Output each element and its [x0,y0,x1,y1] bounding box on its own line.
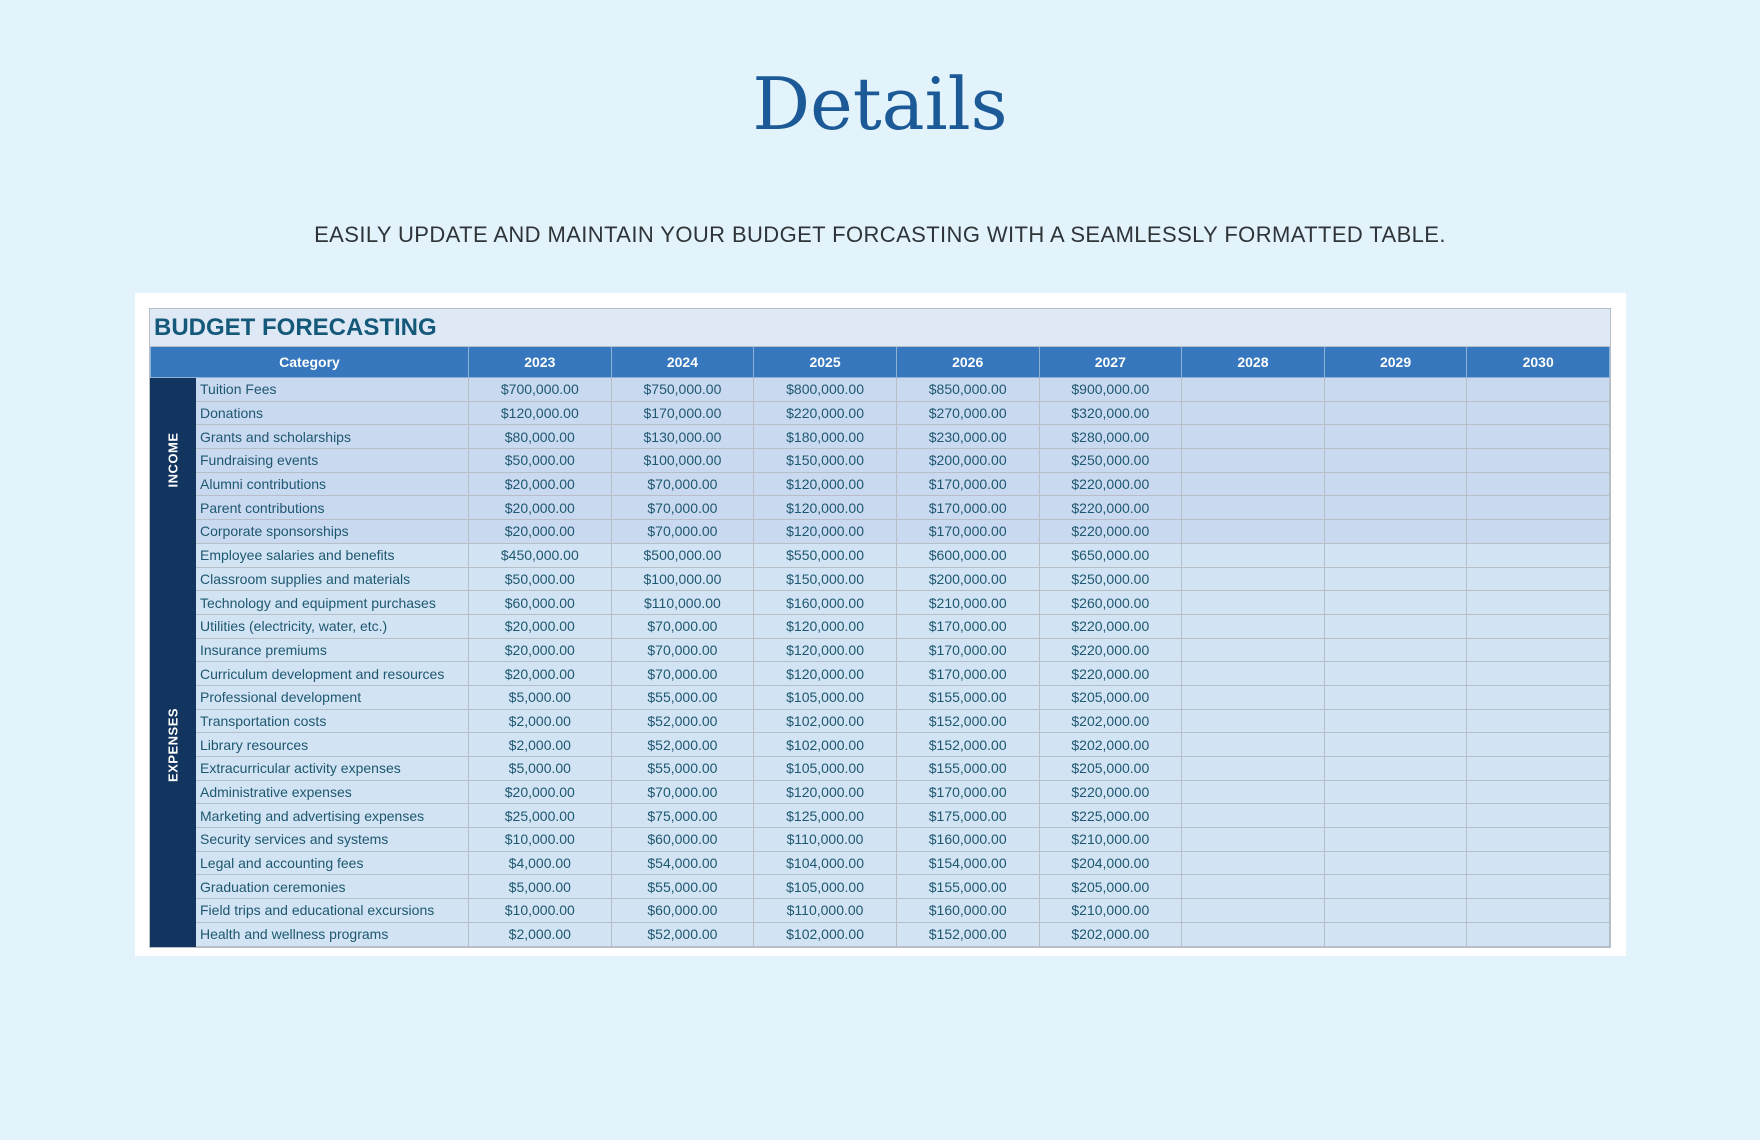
value-cell[interactable]: $120,000.00 [754,472,897,496]
value-cell[interactable]: $2,000.00 [469,733,612,757]
category-cell[interactable]: Corporate sponsorships [196,520,469,544]
value-cell[interactable] [1467,378,1610,402]
table-row [151,804,1610,828]
value-cell[interactable]: $170,000.00 [896,472,1039,496]
value-cell[interactable]: $102,000.00 [754,733,897,757]
value-cell[interactable] [1324,543,1467,567]
value-cell[interactable]: $120,000.00 [754,780,897,804]
value-cell[interactable]: $175,000.00 [896,804,1039,828]
value-cell[interactable]: $450,000.00 [469,543,612,567]
value-cell[interactable] [1324,851,1467,875]
category-cell[interactable]: Graduation ceremonies [196,875,469,899]
value-cell[interactable]: $55,000.00 [611,875,754,899]
value-cell[interactable]: $20,000.00 [469,780,612,804]
value-cell[interactable]: $100,000.00 [611,567,754,591]
value-cell[interactable] [1182,922,1325,946]
value-cell[interactable] [1324,614,1467,638]
budget-grid [150,347,1610,947]
value-cell[interactable]: $160,000.00 [896,828,1039,852]
value-cell[interactable]: $75,000.00 [611,804,754,828]
table-row [151,709,1610,733]
value-cell[interactable]: $125,000.00 [754,804,897,828]
value-cell[interactable]: $20,000.00 [469,614,612,638]
value-cell[interactable] [1182,828,1325,852]
table-row [151,757,1610,781]
value-cell[interactable]: $20,000.00 [469,638,612,662]
header-year: 2023 [469,347,612,378]
value-cell[interactable] [1324,520,1467,544]
value-cell[interactable]: $60,000.00 [611,828,754,852]
category-cell[interactable]: Tuition Fees [196,378,469,402]
value-cell[interactable]: $70,000.00 [611,472,754,496]
table-row [151,899,1610,923]
value-cell[interactable]: $205,000.00 [1039,685,1182,709]
value-cell[interactable] [1182,662,1325,686]
value-cell[interactable]: $900,000.00 [1039,378,1182,402]
value-cell[interactable] [1467,709,1610,733]
value-cell[interactable]: $160,000.00 [896,899,1039,923]
value-cell[interactable] [1182,449,1325,473]
value-cell[interactable]: $800,000.00 [754,378,897,402]
value-cell[interactable] [1182,899,1325,923]
value-cell[interactable]: $600,000.00 [896,543,1039,567]
value-cell[interactable]: $5,000.00 [469,875,612,899]
value-cell[interactable]: $550,000.00 [754,543,897,567]
value-cell[interactable] [1324,401,1467,425]
value-cell[interactable] [1467,638,1610,662]
value-cell[interactable]: $20,000.00 [469,472,612,496]
header-year: 2028 [1182,347,1325,378]
page-title: Details [752,62,1008,146]
category-cell[interactable]: Insurance premiums [196,638,469,662]
page-subtitle: EASILY UPDATE AND MAINTAIN YOUR BUDGET FORCASTING WITH A SEAMLESSLY FORMATTED TABLE. [314,222,1446,247]
value-cell[interactable]: $4,000.00 [469,851,612,875]
value-cell[interactable]: $154,000.00 [896,851,1039,875]
table-row [151,378,1610,402]
value-cell[interactable] [1182,591,1325,615]
value-cell[interactable] [1182,804,1325,828]
value-cell[interactable]: $250,000.00 [1039,567,1182,591]
value-cell[interactable] [1324,496,1467,520]
value-cell[interactable]: $80,000.00 [469,425,612,449]
header-year: 2029 [1324,347,1467,378]
value-cell[interactable]: $700,000.00 [469,378,612,402]
value-cell[interactable] [1467,520,1610,544]
header-year: 2025 [754,347,897,378]
value-cell[interactable]: $280,000.00 [1039,425,1182,449]
value-cell[interactable]: $60,000.00 [611,899,754,923]
value-cell[interactable]: $50,000.00 [469,449,612,473]
value-cell[interactable]: $20,000.00 [469,496,612,520]
value-cell[interactable]: $70,000.00 [611,496,754,520]
value-cell[interactable]: $110,000.00 [754,899,897,923]
table-row [151,543,1610,567]
value-cell[interactable]: $102,000.00 [754,922,897,946]
value-cell[interactable] [1467,875,1610,899]
value-cell[interactable]: $150,000.00 [754,449,897,473]
category-cell[interactable]: Professional development [196,685,469,709]
value-cell[interactable]: $225,000.00 [1039,804,1182,828]
value-cell[interactable]: $205,000.00 [1039,875,1182,899]
value-cell[interactable]: $750,000.00 [611,378,754,402]
category-cell[interactable]: Classroom supplies and materials [196,567,469,591]
table-title: BUDGET FORECASTING [150,309,1610,347]
value-cell[interactable] [1324,828,1467,852]
value-cell[interactable]: $52,000.00 [611,922,754,946]
value-cell[interactable]: $320,000.00 [1039,401,1182,425]
value-cell[interactable]: $55,000.00 [611,685,754,709]
table-row [151,851,1610,875]
value-cell[interactable]: $120,000.00 [754,496,897,520]
value-cell[interactable] [1182,709,1325,733]
value-cell[interactable]: $180,000.00 [754,425,897,449]
value-cell[interactable]: $20,000.00 [469,662,612,686]
value-cell[interactable] [1467,851,1610,875]
table-row [151,685,1610,709]
value-cell[interactable] [1467,685,1610,709]
value-cell[interactable]: $120,000.00 [754,662,897,686]
value-cell[interactable] [1324,780,1467,804]
value-cell[interactable]: $220,000.00 [1039,638,1182,662]
value-cell[interactable] [1182,520,1325,544]
value-cell[interactable] [1467,922,1610,946]
category-cell[interactable]: Grants and scholarships [196,425,469,449]
table-row [151,780,1610,804]
value-cell[interactable] [1182,378,1325,402]
category-cell[interactable]: Administrative expenses [196,780,469,804]
value-cell[interactable]: $270,000.00 [896,401,1039,425]
value-cell[interactable]: $155,000.00 [896,875,1039,899]
group-label-text: EXPENSES [165,707,181,782]
value-cell[interactable] [1467,733,1610,757]
value-cell[interactable] [1324,591,1467,615]
category-cell[interactable]: Security services and systems [196,828,469,852]
value-cell[interactable] [1467,899,1610,923]
value-cell[interactable]: $170,000.00 [896,638,1039,662]
value-cell[interactable]: $120,000.00 [469,401,612,425]
value-cell[interactable]: $170,000.00 [611,401,754,425]
value-cell[interactable]: $155,000.00 [896,757,1039,781]
category-cell[interactable]: Donations [196,401,469,425]
value-cell[interactable]: $110,000.00 [754,828,897,852]
category-cell[interactable]: Alumni contributions [196,472,469,496]
value-cell[interactable]: $60,000.00 [469,591,612,615]
value-cell[interactable] [1324,899,1467,923]
value-cell[interactable] [1324,425,1467,449]
value-cell[interactable]: $130,000.00 [611,425,754,449]
value-cell[interactable] [1467,401,1610,425]
value-cell[interactable]: $20,000.00 [469,520,612,544]
expenses-group-label [151,543,196,946]
value-cell[interactable]: $170,000.00 [896,614,1039,638]
value-cell[interactable]: $210,000.00 [1039,899,1182,923]
header-year: 2030 [1467,347,1610,378]
value-cell[interactable] [1467,425,1610,449]
value-cell[interactable] [1182,757,1325,781]
value-cell[interactable] [1324,662,1467,686]
value-cell[interactable]: $260,000.00 [1039,591,1182,615]
value-cell[interactable]: $220,000.00 [1039,614,1182,638]
value-cell[interactable]: $102,000.00 [754,709,897,733]
budget-table [149,308,1611,948]
value-cell[interactable] [1324,472,1467,496]
value-cell[interactable]: $70,000.00 [611,614,754,638]
table-row [151,401,1610,425]
value-cell[interactable]: $55,000.00 [611,757,754,781]
category-cell[interactable]: Technology and equipment purchases [196,591,469,615]
value-cell[interactable]: $170,000.00 [896,662,1039,686]
value-cell[interactable]: $170,000.00 [896,780,1039,804]
value-cell[interactable] [1467,543,1610,567]
value-cell[interactable] [1182,638,1325,662]
value-cell[interactable]: $160,000.00 [754,591,897,615]
value-cell[interactable] [1467,496,1610,520]
value-cell[interactable]: $170,000.00 [896,496,1039,520]
category-cell[interactable]: Marketing and advertising expenses [196,804,469,828]
value-cell[interactable]: $152,000.00 [896,922,1039,946]
value-cell[interactable] [1182,472,1325,496]
value-cell[interactable]: $220,000.00 [1039,496,1182,520]
value-cell[interactable] [1182,733,1325,757]
value-cell[interactable]: $220,000.00 [1039,662,1182,686]
value-cell[interactable]: $202,000.00 [1039,922,1182,946]
table-row [151,567,1610,591]
value-cell[interactable]: $200,000.00 [896,567,1039,591]
value-cell[interactable]: $152,000.00 [896,733,1039,757]
value-cell[interactable]: $220,000.00 [1039,780,1182,804]
category-cell[interactable]: Fundraising events [196,449,469,473]
value-cell[interactable] [1324,757,1467,781]
value-cell[interactable]: $10,000.00 [469,899,612,923]
value-cell[interactable]: $5,000.00 [469,685,612,709]
value-cell[interactable]: $2,000.00 [469,922,612,946]
category-cell[interactable]: Legal and accounting fees [196,851,469,875]
category-cell[interactable]: Transportation costs [196,709,469,733]
value-cell[interactable] [1467,567,1610,591]
value-cell[interactable]: $105,000.00 [754,757,897,781]
table-row [151,733,1610,757]
header-year: 2026 [896,347,1039,378]
value-cell[interactable] [1467,780,1610,804]
value-cell[interactable]: $105,000.00 [754,875,897,899]
value-cell[interactable] [1324,709,1467,733]
value-cell[interactable]: $5,000.00 [469,757,612,781]
value-cell[interactable]: $230,000.00 [896,425,1039,449]
group-label-text: INCOME [165,432,181,488]
value-cell[interactable] [1467,591,1610,615]
table-row [151,520,1610,544]
table-row [151,496,1610,520]
category-cell[interactable]: Health and wellness programs [196,922,469,946]
value-cell[interactable]: $70,000.00 [611,638,754,662]
value-cell[interactable]: $70,000.00 [611,780,754,804]
value-cell[interactable]: $50,000.00 [469,567,612,591]
value-cell[interactable]: $100,000.00 [611,449,754,473]
table-row [151,614,1610,638]
category-cell[interactable]: Library resources [196,733,469,757]
table-row [151,449,1610,473]
value-cell[interactable]: $202,000.00 [1039,709,1182,733]
category-cell[interactable]: Parent contributions [196,496,469,520]
value-cell[interactable]: $10,000.00 [469,828,612,852]
category-cell[interactable]: Utilities (electricity, water, etc.) [196,614,469,638]
value-cell[interactable] [1182,401,1325,425]
income-group-label [151,378,196,544]
table-row [151,638,1610,662]
category-cell[interactable]: Field trips and educational excursions [196,899,469,923]
value-cell[interactable]: $205,000.00 [1039,757,1182,781]
value-cell[interactable] [1467,804,1610,828]
category-cell[interactable]: Curriculum development and resources [196,662,469,686]
value-cell[interactable]: $104,000.00 [754,851,897,875]
value-cell[interactable] [1182,614,1325,638]
value-cell[interactable]: $220,000.00 [1039,472,1182,496]
value-cell[interactable] [1182,780,1325,804]
value-cell[interactable] [1324,449,1467,473]
value-cell[interactable]: $110,000.00 [611,591,754,615]
value-cell[interactable] [1467,614,1610,638]
value-cell[interactable] [1467,828,1610,852]
value-cell[interactable]: $120,000.00 [754,520,897,544]
value-cell[interactable]: $70,000.00 [611,662,754,686]
value-cell[interactable]: $210,000.00 [1039,828,1182,852]
value-cell[interactable]: $155,000.00 [896,685,1039,709]
table-row [151,425,1610,449]
value-cell[interactable]: $202,000.00 [1039,733,1182,757]
header-year: 2027 [1039,347,1182,378]
table-row [151,875,1610,899]
value-cell[interactable] [1467,662,1610,686]
value-cell[interactable] [1324,733,1467,757]
value-cell[interactable] [1182,567,1325,591]
value-cell[interactable]: $52,000.00 [611,709,754,733]
value-cell[interactable] [1467,472,1610,496]
table-row [151,828,1610,852]
value-cell[interactable]: $250,000.00 [1039,449,1182,473]
value-cell[interactable]: $200,000.00 [896,449,1039,473]
value-cell[interactable]: $170,000.00 [896,520,1039,544]
category-cell[interactable]: Employee salaries and benefits [196,543,469,567]
value-cell[interactable]: $152,000.00 [896,709,1039,733]
value-cell[interactable] [1182,875,1325,899]
header-year: 2024 [611,347,754,378]
value-cell[interactable] [1324,638,1467,662]
value-cell[interactable] [1467,449,1610,473]
value-cell[interactable]: $52,000.00 [611,733,754,757]
value-cell[interactable] [1324,875,1467,899]
value-cell[interactable]: $105,000.00 [754,685,897,709]
value-cell[interactable]: $2,000.00 [469,709,612,733]
value-cell[interactable] [1324,685,1467,709]
value-cell[interactable] [1324,922,1467,946]
value-cell[interactable]: $500,000.00 [611,543,754,567]
value-cell[interactable]: $120,000.00 [754,614,897,638]
table-panel [135,293,1626,956]
value-cell[interactable]: $204,000.00 [1039,851,1182,875]
value-cell[interactable] [1324,378,1467,402]
table-row [151,472,1610,496]
value-cell[interactable] [1182,496,1325,520]
table-row [151,591,1610,615]
value-cell[interactable] [1182,685,1325,709]
value-cell[interactable]: $220,000.00 [1039,520,1182,544]
value-cell[interactable] [1182,543,1325,567]
value-cell[interactable]: $25,000.00 [469,804,612,828]
value-cell[interactable] [1182,425,1325,449]
table-row [151,922,1610,946]
table-row [151,662,1610,686]
value-cell[interactable]: $220,000.00 [754,401,897,425]
value-cell[interactable] [1182,851,1325,875]
value-cell[interactable]: $120,000.00 [754,638,897,662]
value-cell[interactable] [1324,567,1467,591]
value-cell[interactable]: $850,000.00 [896,378,1039,402]
value-cell[interactable] [1467,757,1610,781]
value-cell[interactable]: $650,000.00 [1039,543,1182,567]
value-cell[interactable] [1324,804,1467,828]
header-category: Category [151,347,469,378]
category-cell[interactable]: Extracurricular activity expenses [196,757,469,781]
value-cell[interactable]: $210,000.00 [896,591,1039,615]
value-cell[interactable]: $150,000.00 [754,567,897,591]
value-cell[interactable]: $70,000.00 [611,520,754,544]
value-cell[interactable]: $54,000.00 [611,851,754,875]
header-row [151,347,1610,378]
